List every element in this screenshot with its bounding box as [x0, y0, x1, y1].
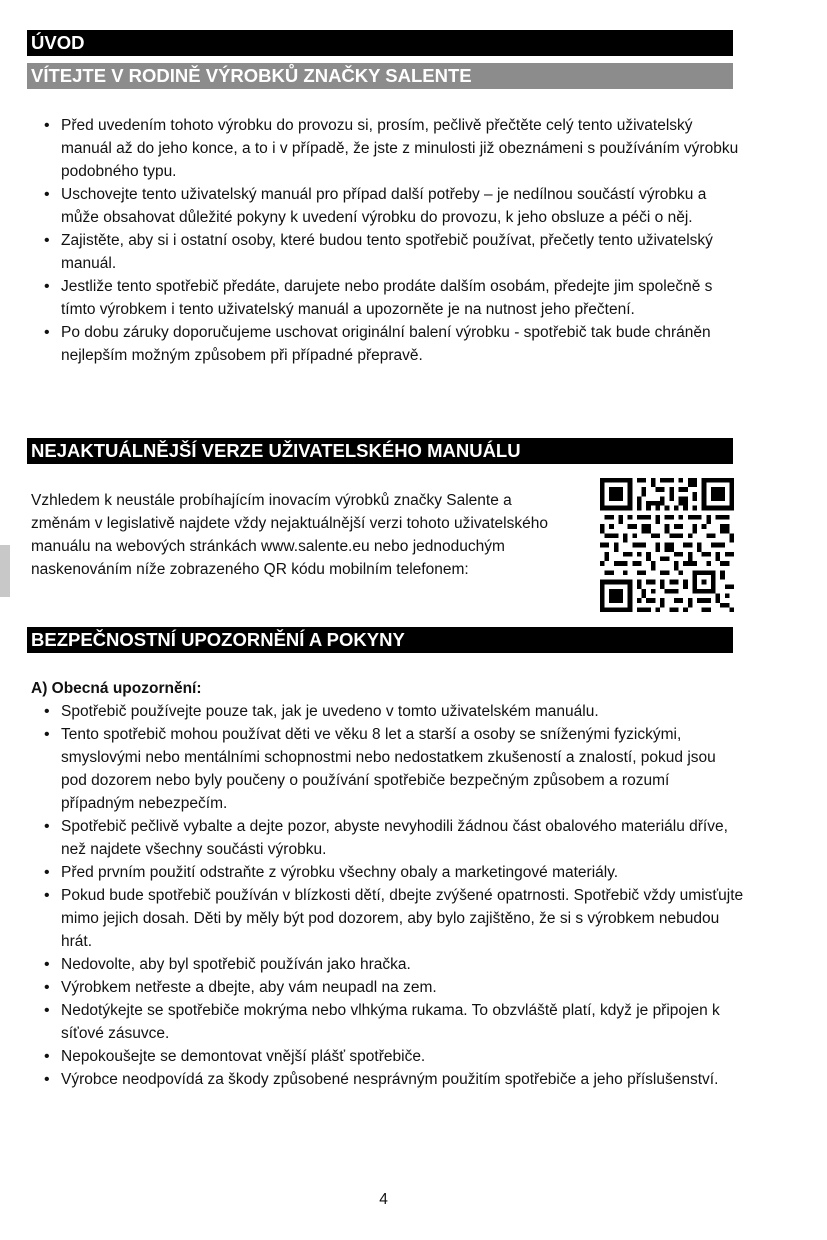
list-item: • Spotřebič pečlivě vybalte a dejte pozor, abyste nevyhodili žádnou část obalového materiálu dříve, než najdete všechny součásti výrobku.: [44, 815, 744, 861]
list-item: • Zajistěte, aby si i ostatní osoby, které budou tento spotřebič používat, přečetly tento uživatelský manuál.: [44, 229, 744, 275]
page-number: 4: [379, 1191, 388, 1208]
section-header-intro: ÚVOD: [27, 30, 733, 56]
list-item: • Výrobce neodpovídá za škody způsobené nesprávným použitím spotřebiče a jeho příslušenství.: [44, 1068, 744, 1091]
safety-bullet-list: [44, 700, 744, 1091]
qr-code-icon: [600, 478, 734, 612]
list-item: • Nedotýkejte se spotřebiče mokrýma nebo vlhkýma rukama. To obzvláště platí, když je připojen k síťové zásuvce.: [44, 999, 744, 1045]
list-item: • Nepokoušejte se demontovat vnější plášť spotřebiče.: [44, 1045, 744, 1068]
list-item: • Nedovolte, aby byl spotřebič používán jako hračka.: [44, 953, 744, 976]
intro-bullet-list: [44, 114, 744, 367]
section-header-manual-version: NEJAKTUÁLNĚJŠÍ VERZE UŽIVATELSKÉHO MANUÁLU: [27, 438, 733, 464]
list-item: • Před prvním použití odstraňte z výrobku všechny obaly a marketingové materiály.: [44, 861, 744, 884]
list-item: • Jestliže tento spotřebič předáte, darujete nebo prodáte dalším osobám, předejte jim společně s tímto výrobkem i tento uživatelský manuál a upozorněte je na nutnost jeho přečtení.: [44, 275, 744, 321]
list-item: • Tento spotřebič mohou používat děti ve věku 8 let a starší a osoby se sníženými fyzickými, smyslovými nebo mentálními schopnostmi nebo nedostatkem zkušeností a znalostí, pokud jsou pod dozorem nebo byly poučeny o používání spotřebiče bezpečným způsobem a rozumí případným nebezpečím.: [44, 723, 744, 815]
list-item: • Pokud bude spotřebič používán v blízkosti dětí, dbejte zvýšené opatrnosti. Spotřebič vždy umisťujte mimo jejich dosah. Děti by měly být pod dozorem, aby bylo zajištěno, že si s výrobkem nebudou hrát.: [44, 884, 744, 953]
page-edge-tab: [0, 545, 10, 597]
manual-version-paragraph: Vzhledem k neustále probíhajícím inovacím výrobků značky Salente a změnám v legislativě najdete vždy nejaktuálnější verzi tohoto uživatelského manuálu na webových stránkách www.salente.eu nebo jednoduchým naskenováním níže zobrazeného QR kódu mobilním telefonem:: [31, 492, 548, 578]
section-header-welcome: VÍTEJTE V RODINĚ VÝROBKŮ ZNAČKY SALENTE: [27, 63, 733, 89]
section-header-safety: BEZPEČNOSTNÍ UPOZORNĚNÍ A POKYNY: [27, 627, 733, 653]
safety-subheading: A) Obecná upozornění:: [31, 680, 202, 697]
list-item: • Spotřebič používejte pouze tak, jak je uvedeno v tomto uživatelském manuálu.: [44, 700, 744, 723]
list-item: • Výrobkem netřeste a dbejte, aby vám neupadl na zem.: [44, 976, 744, 999]
list-item: • Před uvedením tohoto výrobku do provozu si, prosím, pečlivě přečtěte celý tento uživatelský manuál až do jeho konce, a to i v případě, že jste z minulosti již obeznámeni s používáním výrobku podobného typu.: [44, 114, 744, 183]
list-item: • Uschovejte tento uživatelský manuál pro případ další potřeby – je nedílnou součástí výrobku a může obsahovat důležité pokyny k uvedení výrobku do provozu, k jeho obsluze a péči o něj.: [44, 183, 744, 229]
list-item: • Po dobu záruky doporučujeme uschovat originální balení výrobku - spotřebič tak bude chráněn nejlepším možným způsobem při případné přepravě.: [44, 321, 744, 367]
